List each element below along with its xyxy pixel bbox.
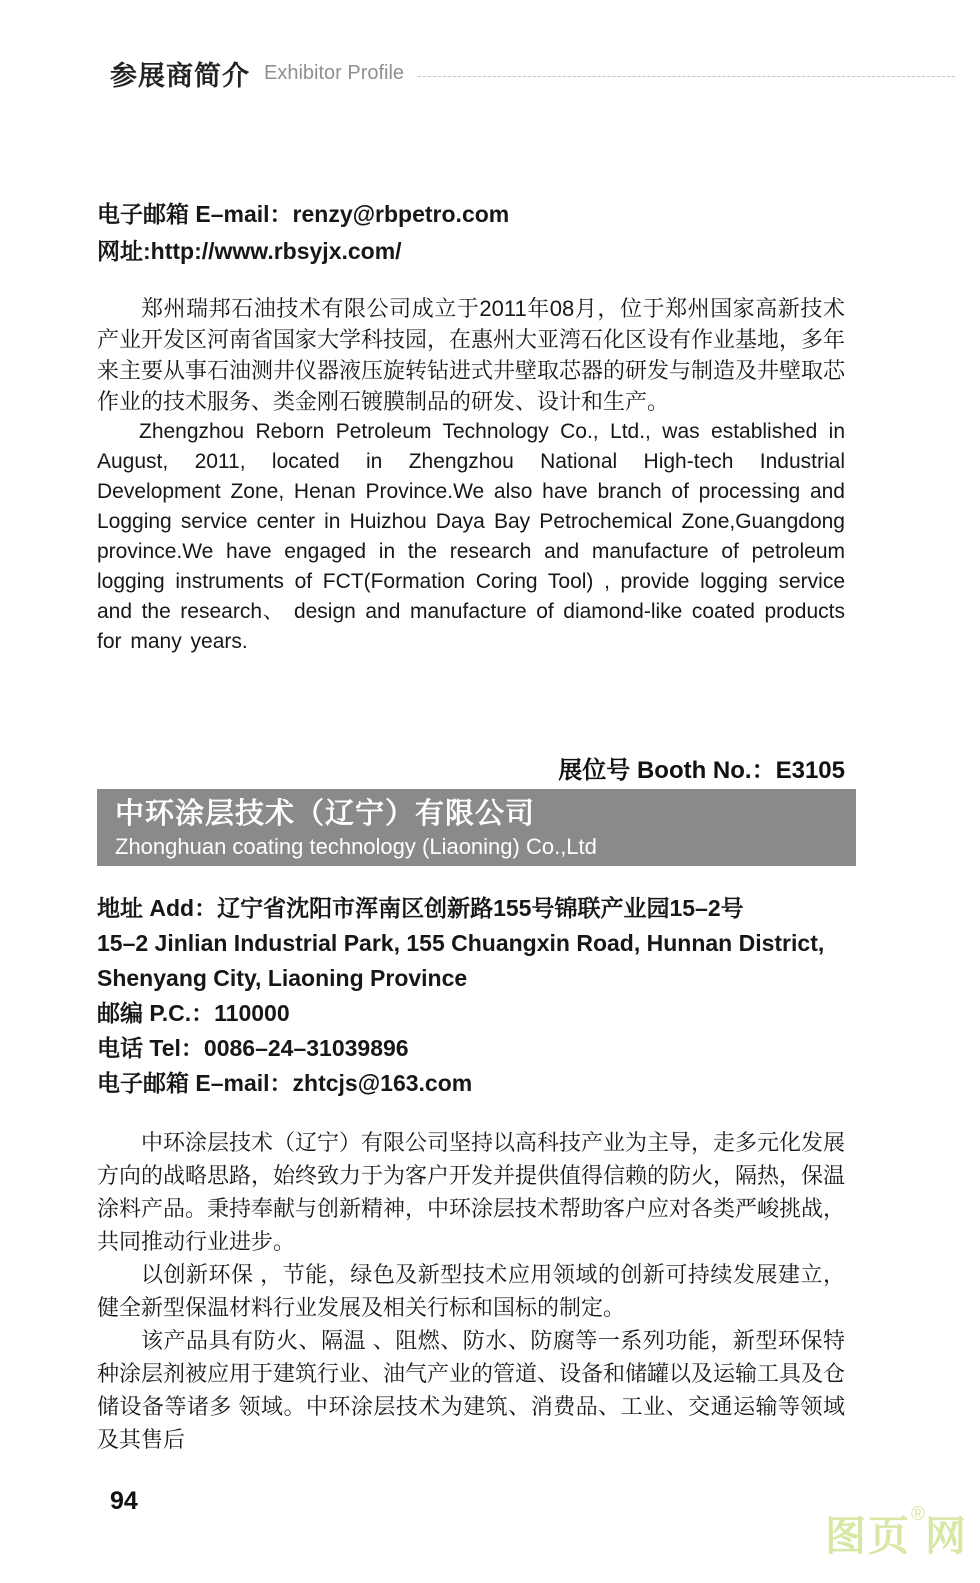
exhibitor2-description-para1: 中环涂层技术（辽宁）有限公司坚持以高科技产业为主导，走多元化发展方向的战略思路，始终致力于为客户开发并提供值得信赖的防火，隔热，保温涂料产品。秉持奉献与创新精神，中环涂层技术帮助客户应对各类严峻挑战，共同推动行业进步。	[97, 1130, 846, 1254]
page-header-title-en: Exhibitor Profile	[264, 62, 405, 84]
booth-number-line: 展位号 Booth No.：E3105	[558, 757, 845, 784]
page-header-title-zh: 参展商简介	[110, 61, 250, 91]
exhibitor2-description-para3: 该产品具有防火、隔温 、阻燃、防水、防腐等一系列功能，新型环保特种涂层剂被应用于建筑行业、油气产业的管道、设备和储罐以及运输工具及仓储设备等诸多 领域。中环涂层技术为建筑、消费品、工业、交通运输等领域及其售后	[97, 1328, 846, 1452]
watermark-text-right: 网	[925, 1513, 968, 1559]
exhibitor2-description-para2: 以创新环保 ，节能，绿色及新型技术应用领域的创新可持续发展建立，健全新型保温材料行业发展及相关行标和国标的制定。	[97, 1262, 845, 1320]
exhibitor1-description-block	[97, 293, 845, 657]
exhibitor1-website-line: 网址:http://www.rbsyjx.com/	[97, 238, 402, 264]
exhibitor2-postcode-line: 邮编 P.C.：110000	[97, 1000, 290, 1026]
exhibitor2-email-line: 电子邮箱 E–mail：zhtcjs@163.com	[97, 1070, 473, 1096]
exhibitor1-description-zh: 郑州瑞邦石油技术有限公司成立于2011年08月，位于郑州国家高新技术产业开发区河南省国家大学科技园，在惠州大亚湾石化区设有作业基地，多年来主要从事石油测井仪器液压旋转钻进式井壁取芯器的研发与制造及井壁取芯作业的技术服务、类金刚石镀膜制品的研发、设计和生产。	[97, 296, 846, 414]
exhibitor2-name-en: Zhonghuan coating technology (Liaoning) Co.,Ltd	[115, 834, 597, 859]
header-dashed-rule	[418, 76, 955, 77]
exhibitor2-address-en1: 15–2 Jinlian Industrial Park, 155 Chuangxin Road, Hunnan District,	[97, 930, 825, 956]
watermark-text-left: 图页	[825, 1513, 911, 1559]
exhibitor2-description-block	[97, 1126, 845, 1456]
exhibitor1-contact-block	[97, 196, 845, 270]
exhibitor2-address-en2: Shenyang City, Liaoning Province	[97, 965, 468, 991]
exhibitor2-name-zh: 中环涂层技术（辽宁）有限公司	[115, 798, 536, 830]
exhibitor1-description-en: Zhengzhou Reborn Petroleum Technology Co., Ltd., was established in August, 2011, located in Zhengzhou National High-tech Industrial Development Zone, Henan Province.We also have branch of processing and Logging service center in Huizhou Daya Bay Petrochemical Zone,Guangdong province.We have engaged in the research and manufacture of petroleum logging instruments of FCT(Formation Coring Tool) , provide logging service and the research、 design and manufacture of diamond-like coated products for many years.	[97, 420, 845, 653]
exhibitor1-email-line: 电子邮箱 E–mail：renzy@rbpetro.com	[97, 201, 510, 227]
page-header	[110, 54, 955, 93]
page-number: 94	[110, 1487, 138, 1515]
exhibitor2-address-zh: 地址 Add：辽宁省沈阳市浑南区创新路155号锦联产业园15–2号	[97, 895, 744, 921]
watermark-logo	[825, 1504, 968, 1565]
registered-trademark-icon: ®	[911, 1504, 925, 1525]
exhibitor2-name-banner	[97, 789, 856, 866]
exhibitor2-tel-line: 电话 Tel：0086–24–31039896	[97, 1035, 409, 1061]
exhibitor2-contact-block	[97, 891, 845, 1101]
